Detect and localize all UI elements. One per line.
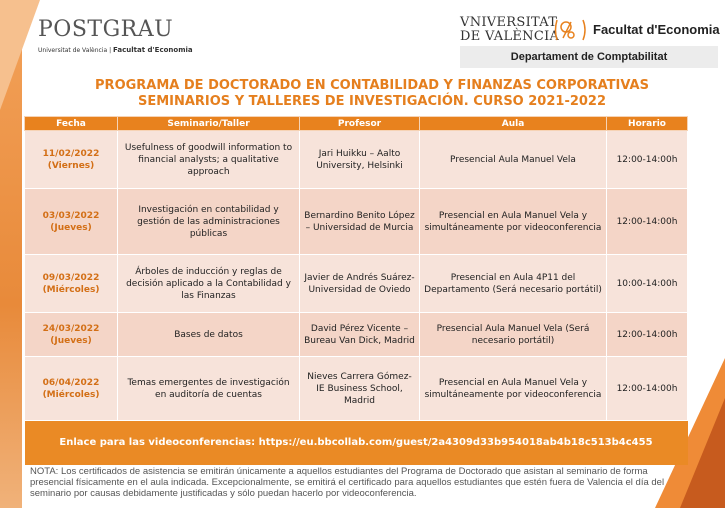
postgrau-sub-uv: Universitat de València <box>38 47 108 54</box>
cell-time: 12:00-14:00h <box>607 313 688 357</box>
postgrau-logo <box>38 17 193 63</box>
cell-time: 12:00-14:00h <box>607 357 688 421</box>
cell-room: Presencial en Aula Manuel Vela y simultáneamente por videoconferencia <box>420 189 607 255</box>
table-row <box>25 131 688 189</box>
cell-seminar: Usefulness of goodwill information to financial analysts; a qualitative approach <box>118 131 300 189</box>
cell-room: Presencial Aula Manuel Vela <box>420 131 607 189</box>
university-logo <box>460 14 718 72</box>
cell-date <box>25 189 118 255</box>
cell-professor: Nieves Carrera Gómez- IE Business School, Madrid <box>300 357 420 421</box>
university-name-line1: VNIVERSITAT <box>460 15 558 30</box>
seminar-table <box>24 116 688 465</box>
cell-date <box>25 313 118 357</box>
cell-professor: Bernardino Benito López – Universidad de Murcia <box>300 189 420 255</box>
title-line-1: PROGRAMA DE DOCTORADO EN CONTABILIDAD Y FINANZAS CORPORATIVAS <box>95 78 649 93</box>
day-value: (Jueves) <box>50 335 92 346</box>
table-row <box>25 357 688 421</box>
header-profesor: Profesor <box>300 117 420 131</box>
certificate-note: NOTA: Los certificados de asistencia se emitirán únicamente a aquellos estudiantes del Programa de Doctorado que asistan al seminario de forma presencial físicamente en el aula indicada. Excepcionalmente, se emitirá el certificado para aquellos estudiantes que estén fuera de Valencia el día del seminario por causas debidamente justificadas y sólo puedan hacerlo por videoconferencia. <box>30 466 665 499</box>
university-name-line2: DE VALÈNCIA <box>460 29 560 44</box>
cell-time: 12:00-14:00h <box>607 131 688 189</box>
cell-room: Presencial Aula Manuel Vela (Será necesario portátil) <box>420 313 607 357</box>
postgrau-logo-text: POSTGRAU <box>38 17 174 42</box>
videoconference-link[interactable]: Enlace para las videoconferencias: https://eu.bbcollab.com/guest/2a4309d33b954018ab4b18c513b4c455 <box>25 421 688 466</box>
cell-date <box>25 255 118 313</box>
cell-seminar: Investigación en contabilidad y gestión de las administraciones públicas <box>118 189 300 255</box>
videoconference-link-row <box>25 421 688 466</box>
cell-date <box>25 357 118 421</box>
faculty-name: Facultat d'Economia <box>593 22 720 37</box>
day-value: (Viernes) <box>47 160 95 171</box>
cell-seminar: Bases de datos <box>118 313 300 357</box>
day-value: (Jueves) <box>50 222 92 233</box>
cell-date <box>25 131 118 189</box>
table-header-row <box>25 117 688 131</box>
title-line-2: SEMINARIOS Y TALLERES DE INVESTIGACIÓN. CURSO 2021-2022 <box>137 94 607 109</box>
cell-time: 10:00-14:00h <box>607 255 688 313</box>
page-title <box>22 78 722 110</box>
university-emblem-icon <box>553 16 593 44</box>
cell-room: Presencial en Aula 4P11 del Departamento (Será necesario portátil) <box>420 255 607 313</box>
date-value: 24/03/2022 <box>42 323 100 334</box>
postgrau-logo-subtitle: Universitat de València | Facultat d'Economia <box>38 46 193 54</box>
day-value: (Miércoles) <box>42 284 100 295</box>
table-row <box>25 313 688 357</box>
cell-seminar: Temas emergentes de investigación en auditoría de cuentas <box>118 357 300 421</box>
table-row <box>25 189 688 255</box>
date-value: 11/02/2022 <box>42 148 100 159</box>
cell-time: 12:00-14:00h <box>607 189 688 255</box>
postgrau-sub-fac: Facultat d'Economia <box>113 46 193 54</box>
table-row <box>25 255 688 313</box>
department-name: Departament de Comptabilitat <box>460 46 718 68</box>
university-name <box>460 16 559 44</box>
cell-professor: David Pérez Vicente – Bureau Van Dick, Madrid <box>300 313 420 357</box>
header-horario: Horario <box>607 117 688 131</box>
date-value: 09/03/2022 <box>42 272 100 283</box>
header-seminario: Seminario/Taller <box>118 117 300 131</box>
header-fecha: Fecha <box>25 117 118 131</box>
cell-professor: Jari Huikku – Aalto University, Helsinki <box>300 131 420 189</box>
date-value: 06/04/2022 <box>42 377 100 388</box>
cell-professor: Javier de Andrés Suárez-Universidad de Oviedo <box>300 255 420 313</box>
cell-seminar: Árboles de inducción y reglas de decisión aplicado a la Contabilidad y las Finanzas <box>118 255 300 313</box>
day-value: (Miércoles) <box>42 389 100 400</box>
header-aula: Aula <box>420 117 607 131</box>
date-value: 03/03/2022 <box>42 210 100 221</box>
cell-room: Presencial en Aula Manuel Vela y simultáneamente por videoconferencia <box>420 357 607 421</box>
